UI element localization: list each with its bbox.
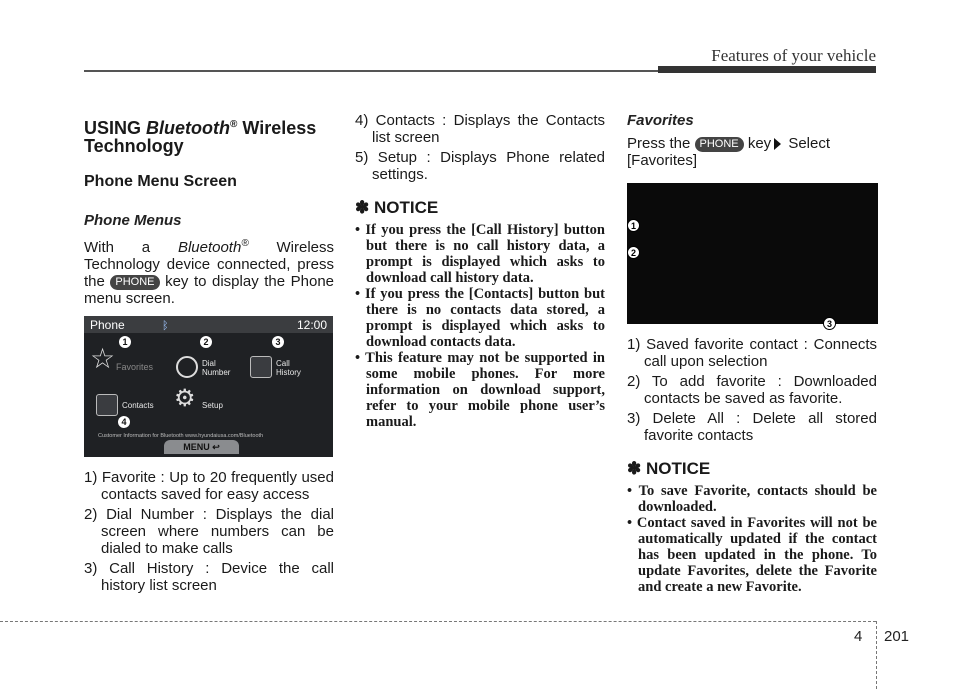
list-item: 3) Delete All : Delete all stored favorite contacts [627, 410, 877, 444]
dial-label-2: Number [202, 368, 231, 377]
star-icon: ☆ [90, 343, 116, 374]
favorites-list [627, 336, 877, 444]
list-item: 1) Favorite : Up to 20 frequently used contacts saved for easy access [84, 469, 334, 503]
favorites-paragraph: Press the PHONE key Select [Favorites] [627, 135, 831, 169]
contacts-icon [96, 394, 118, 416]
subheading: Phone Menu Screen [84, 173, 237, 190]
section-title: Features of your vehicle [711, 46, 876, 65]
callout-3: 3 [272, 336, 284, 348]
call-history-icon [250, 356, 272, 378]
contacts-label: Contacts [122, 401, 154, 410]
setup-label: Setup [202, 401, 223, 410]
favorites-heading: Favorites [627, 112, 694, 129]
list-item: 1) Saved favorite contact : Connects call upon selection [627, 336, 877, 370]
favorites-label: Favorites [116, 362, 154, 372]
screen-time: 12:00 [296, 318, 327, 332]
notice-list [355, 222, 605, 430]
column-2 [355, 112, 605, 430]
call-label-1: Call [276, 359, 290, 368]
phone-key-badge: PHONE [110, 275, 159, 290]
callout-2: 2 [627, 246, 640, 259]
notice-heading: ✽ NOTICE [627, 459, 711, 478]
notice-item: • If you press the [Contacts] button but there is no contacts data stored, a prompt is displayed which asks to download contacts data. [355, 286, 605, 350]
callout-3: 3 [823, 317, 836, 330]
screen-title: Phone [90, 318, 125, 332]
chapter-number: 4 [854, 628, 863, 645]
column-1 [84, 112, 334, 594]
callout-4: 4 [118, 416, 130, 428]
arrow-right-icon [774, 138, 781, 150]
footer-divider [876, 621, 877, 689]
gear-icon: ⚙ [174, 385, 196, 412]
sub-italic-heading: Phone Menus [84, 212, 182, 229]
header-rule-accent [658, 66, 876, 73]
bluetooth-icon: ᛒ [162, 320, 169, 332]
list-item: 3) Call History : Device the call history list screen [84, 560, 334, 594]
page-number: 201 [884, 628, 910, 645]
intro-paragraph: With a Bluetooth® Wireless Technology device connected, press the PHONE key to display the Phone menu screen. [84, 238, 335, 307]
phone-icon [176, 356, 198, 378]
main-heading: USING Bluetooth® Wireless Technology [84, 118, 317, 156]
list-item: 2) To add favorite : Downloaded contacts be saved as favorite. [627, 373, 877, 407]
callout-1: 1 [119, 336, 131, 348]
notice-item: • If you press the [Call History] button but there is no call history data, a prompt is displayed which asks to download call history data. [355, 222, 605, 286]
notice-item: • To save Favorite, contacts should be downloaded. [627, 483, 877, 515]
footer-rule [0, 621, 876, 622]
notice-item: • This feature may not be supported in some mobile phones. For more information on download support, refer to your mobile phone user’s manual. [355, 350, 605, 430]
phone-menu-screenshot [84, 316, 333, 457]
column-3 [627, 112, 877, 595]
menu-tab: MENU ↩ [164, 440, 239, 454]
list-item: 4) Contacts : Displays the Contacts list screen [355, 112, 605, 146]
favorites-screenshot [627, 183, 878, 329]
phone-key-badge: PHONE [695, 137, 744, 152]
list-item: 5) Setup : Displays Phone related settings. [355, 149, 605, 183]
notice-list [627, 483, 877, 595]
call-label-2: History [276, 368, 301, 377]
list-item: 2) Dial Number : Displays the dial screen where numbers can be dialed to make calls [84, 506, 334, 557]
notice-heading: ✽ NOTICE [355, 198, 439, 217]
notice-item: • Contact saved in Favorites will not be automatically updated if the contact has been updated in the phone. To update Favorites, delete the Favorite and create a new Favorite. [627, 515, 877, 595]
header-rule [84, 70, 664, 72]
customer-info: Customer Information for Bluetooth www.hyundaiusa.com/Bluetooth [98, 433, 264, 439]
menu-items-list [84, 469, 334, 594]
dial-label-1: Dial [202, 359, 216, 368]
callout-1: 1 [627, 219, 640, 232]
callout-2: 2 [200, 336, 212, 348]
